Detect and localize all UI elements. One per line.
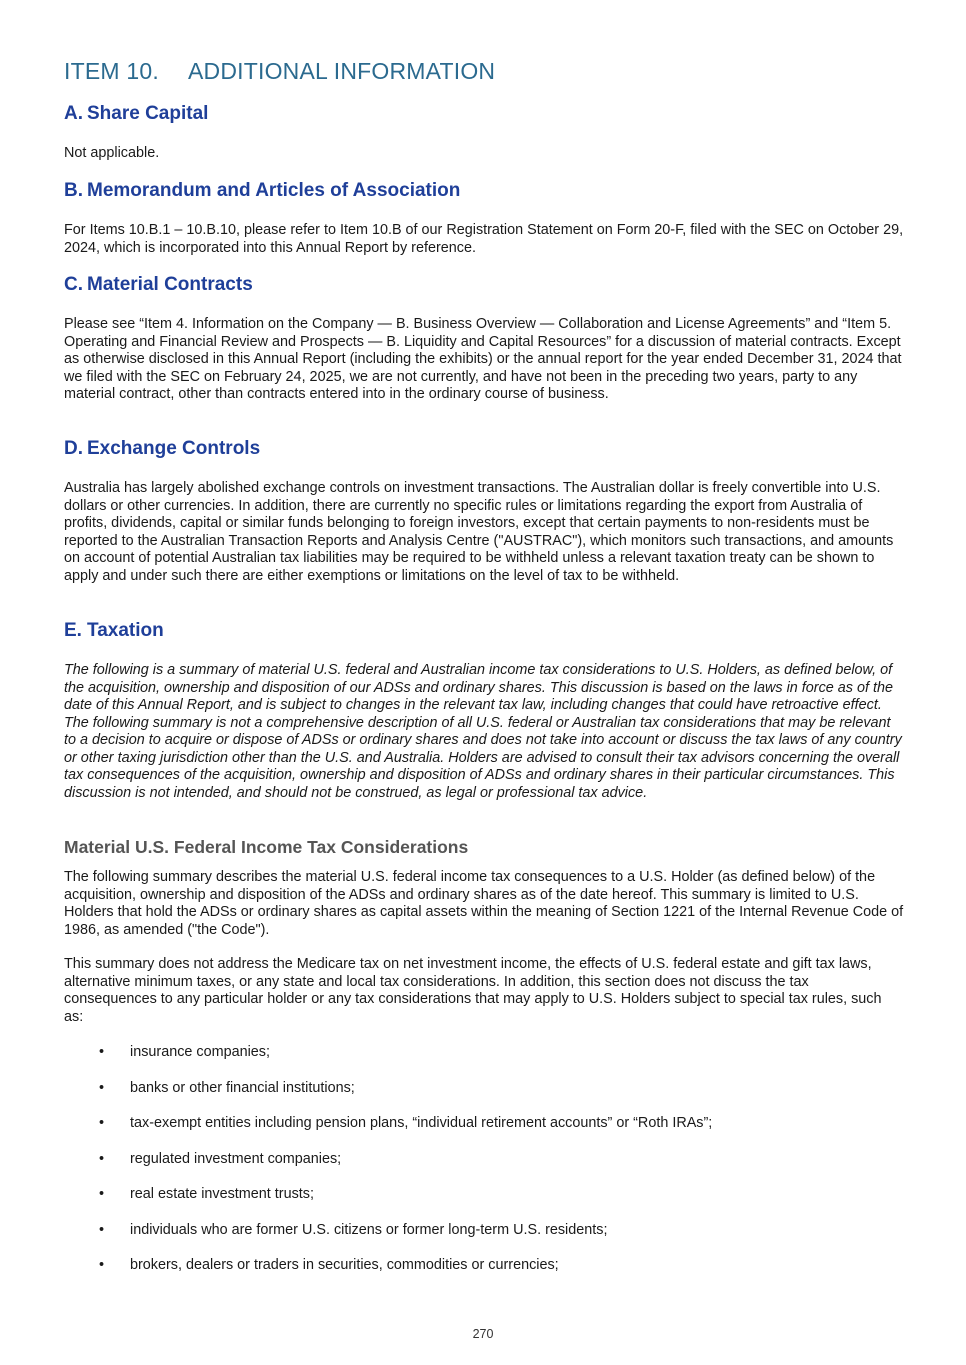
bullet-icon: •	[99, 1079, 105, 1096]
section-title: Share Capital	[87, 103, 209, 124]
section-letter: C.	[64, 274, 83, 295]
list-item: • insurance companies;	[99, 1044, 270, 1060]
list-item: • regulated investment companies;	[99, 1150, 342, 1167]
list-item: • individuals who are former U.S. citizens or former long-term U.S. residents;	[99, 1221, 608, 1238]
section-a-heading	[64, 103, 208, 125]
section-title: Exchange Controls	[87, 438, 261, 459]
item-heading	[64, 58, 495, 85]
section-d-body: Australia has largely abolished exchange controls on investment transactions. The Australian dollar is freely convertible into U.S. dollars or other currencies. In addition, there are currently no specific rules or limitations regarding the export from Australia of profits, dividends, capital or similar funds belonging to foreign investors, except that certain payments to non-residents must be reported to the Australian Transaction Reports and Analysis Centre ("AUSTRAC"), which monitors such transactions, and amounts on account of potential Australian tax liabilities may be required to be withheld unless a relevant taxation treaty can be shown to apply and under such there are either exemptions or limitations on the level of tax to be withheld.	[64, 480, 894, 584]
us-tax-paragraph-1: The following summary describes the material U.S. federal income tax consequences to a U.S. Holder (as defined below) of the acquisition, ownership and disposition of the ADSs and ordinary shares as of the date hereof. This summary is limited to U.S. Holders that hold the ADSs or ordinary shares as capital assets within the meaning of Section 1221 of the Internal Revenue Code of 1986, as amended ("the Code").	[64, 869, 904, 938]
section-letter: A.	[64, 103, 83, 124]
bullet-icon: •	[99, 1044, 105, 1060]
bullet-icon: •	[99, 1115, 105, 1131]
section-letter: E.	[64, 620, 82, 641]
section-title: Memorandum and Articles of Association	[87, 180, 461, 201]
taxation-intro: The following is a summary of material U.S. federal and Australian income tax considerations to U.S. Holders, as defined below, of the acquisition, ownership and disposition of our ADSs and ordinary shares. This discussion is based on the laws in force as of the date of this Annual Report, and is subject to changes in the relevant tax law, including changes that could have retroactive effect. The following summary is not a comprehensive description of all U.S. federal or Australian tax considerations that may be relevant to a decision to acquire or dispose of ADSs or ordinary shares and does not take into account or discuss the tax laws of any country or other taxing jurisdiction other than the U.S. and Australia. Holders are advised to consult their tax advisors concerning the overall tax consequences of the acquisition, ownership and disposition of ADSs and ordinary shares in their particular circumstances. This discussion is not intended, and should not be construed, as legal or professional tax advice.	[64, 662, 902, 801]
list-item: • real estate investment trusts;	[99, 1186, 314, 1202]
item-title: ADDITIONAL INFORMATION	[188, 58, 496, 84]
bullet-icon: •	[99, 1150, 105, 1167]
section-title: Material Contracts	[87, 274, 253, 295]
page-number: 270	[472, 1327, 494, 1341]
section-a-body: Not applicable.	[64, 145, 160, 161]
list-item: • banks or other financial institutions;	[99, 1079, 355, 1096]
section-e-heading	[64, 620, 164, 642]
bullet-icon: •	[99, 1186, 105, 1202]
us-tax-paragraph-2: This summary does not address the Medicare tax on net investment income, the effects of U.S. federal estate and gift tax laws, alternative minimum taxes, or any state and local tax considerations. In addition, this section does not discuss the tax consequences to any particular holder or any tax considerations that may apply to U.S. Holders subject to special tax rules, such as:	[64, 956, 882, 1025]
section-title: Taxation	[87, 620, 164, 641]
section-b-heading	[64, 180, 460, 202]
us-tax-heading: Material U.S. Federal Income Tax Considerations	[64, 837, 469, 857]
bullet-icon: •	[99, 1221, 105, 1238]
section-letter: D.	[64, 438, 83, 459]
bullet-icon: •	[99, 1257, 105, 1273]
item-number: ITEM 10.	[64, 58, 159, 84]
list-item: • tax-exempt entities including pension plans, “individual retirement accounts” or “Roth IRAs”;	[99, 1115, 713, 1131]
section-c-heading	[64, 274, 253, 296]
list-item: • brokers, dealers or traders in securities, commodities or currencies;	[99, 1257, 559, 1273]
section-letter: B.	[64, 180, 83, 201]
section-c-body: Please see “Item 4. Information on the Company — B. Business Overview — Collaboration and License Agreements” and “Item 5. Operating and Financial Review and Prospects — B. Liquidity and Capital Resources” for a discussion of material contracts. Except as otherwise disclosed in this Annual Report (including the exhibits) or the annual report for the year ended December 31, 2024 that we filed with the SEC on February 24, 2025, we are not currently, and have not been in the preceding two years, party to any material contract, other than contracts entered into in the ordinary course of business.	[64, 316, 902, 402]
section-d-heading	[64, 438, 260, 460]
section-b-body: For Items 10.B.1 – 10.B.10, please refer to Item 10.B of our Registration Statement on Form 20-F, filed with the SEC on October 29, 2024, which is incorporated into this Annual Report by reference.	[64, 222, 904, 256]
